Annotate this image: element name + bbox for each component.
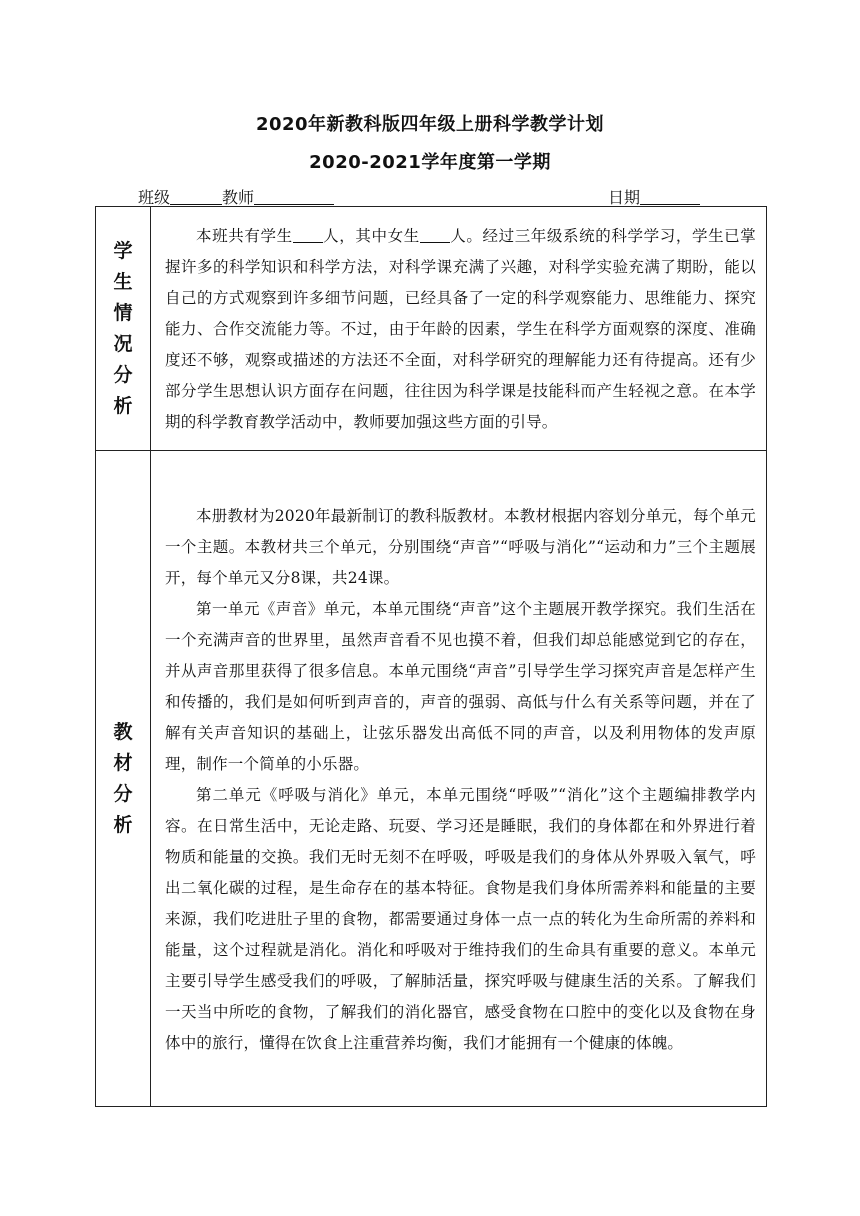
plan-table bbox=[95, 206, 767, 1107]
table-row-student-analysis bbox=[96, 207, 767, 451]
section-label-textbook-analysis bbox=[96, 451, 151, 1107]
label-char: 析 bbox=[113, 394, 133, 417]
label-char: 材 bbox=[113, 751, 133, 774]
label-char: 教 bbox=[113, 720, 133, 743]
label-char: 析 bbox=[113, 813, 133, 836]
section-content-textbook-analysis bbox=[151, 451, 767, 1107]
date-blank bbox=[640, 188, 700, 205]
paragraph: 本册教材为2020年最新制订的教科版教材。本教材根据内容划分单元，每个单元一个主题。本教材共三个单元，分别围绕“声音”“呼吸与消化”“运动和力”三个主题展开，每个单元又分8课，共24课。 bbox=[165, 506, 756, 587]
document-title: 2020年新教科版四年级上册科学教学计划 bbox=[255, 114, 605, 135]
student-count-blank bbox=[293, 228, 323, 243]
label-char: 情 bbox=[113, 301, 133, 324]
section-label-student-analysis bbox=[96, 207, 151, 451]
text-segment: 本班共有学生 bbox=[196, 227, 293, 245]
date-field bbox=[608, 185, 700, 208]
label-char: 学 bbox=[113, 239, 133, 262]
text-segment: 人，其中女生 bbox=[322, 227, 420, 245]
paragraph: 第一单元《声音》单元，本单元围绕“声音”这个主题展开教学探究。我们生活在一个充满声音的世界里，虽然声音看不见也摸不着，但我们却总能感觉到它的存在，并从声音那里获得了很多信息。本单元围绕“声音”引导学生学习探究声音是怎样产生和传播的，我们是如何听到声音的，声音的强弱、高低与什么有关系等问题，并在了解有关声音知识的基础上，让弦乐器发出高低不同的声音，以及利用物体的发声原理，制作一个简单的小乐器。 bbox=[165, 599, 756, 773]
paragraph bbox=[165, 221, 756, 438]
label-char: 分 bbox=[113, 782, 133, 805]
label-char: 生 bbox=[113, 270, 133, 293]
document-subtitle: 2020-2021学年度第一学期 bbox=[309, 152, 551, 173]
girl-count-blank bbox=[420, 228, 450, 243]
paragraph: 第二单元《呼吸与消化》单元，本单元围绕“呼吸”“消化”这个主题编排教学内容。在日常生活中，无论走路、玩耍、学习还是睡眠，我们的身体都在和外界进行着物质和能量的交换。我们无时无刻不在呼吸，呼吸是我们的身体从外界吸入氧气，呼出二氧化碳的过程，是生命存在的基本特征。食物是我们身体所需养料和能量的主要来源，我们吃进肚子里的食物，都需要通过身体一点一点的转化为生命所需的养料和能量，这个过程就是消化。消化和呼吸对于维持我们的生命具有重要的意义。本单元主要引导学生感受我们的呼吸，了解肺活量，探究呼吸与健康生活的关系。了解我们一天当中所吃的食物，了解我们的消化器官，感受食物在口腔中的变化以及食物在身体中的旅行，懂得在饮食上注重营养均衡，我们才能拥有一个健康的体魄。 bbox=[165, 785, 756, 1052]
class-blank bbox=[170, 188, 222, 205]
date-label: 日期 bbox=[608, 188, 641, 207]
class-label: 班级 bbox=[138, 188, 171, 207]
table-row-textbook-analysis bbox=[96, 451, 767, 1107]
text-segment: 人。经过三年级系统的科学学习，学生已掌握许多的科学知识和科学方法，对科学课充满了兴趣，对科学实验充满了期盼，能以自己的方式观察到许多细节问题，已经具备了一定的科学观察能力、思维能力、探究能力、合作交流能力等。不过，由于年龄的因素，学生在科学方面观察的深度、准确度还不够，观察或描述的方法还不全面，对科学研究的理解能力还有待提高。还有少部分学生思想认识方面存在问题，往往因为科学课是技能科而产生轻视之意。在本学期的科学教育教学活动中，教师要加强这些方面的引导。 bbox=[165, 227, 756, 431]
label-char: 分 bbox=[113, 363, 133, 386]
info-line bbox=[138, 185, 738, 208]
teacher-blank bbox=[254, 188, 334, 205]
label-char: 况 bbox=[113, 332, 133, 355]
section-content-student-analysis bbox=[151, 207, 767, 451]
teacher-label: 教师 bbox=[222, 188, 255, 207]
